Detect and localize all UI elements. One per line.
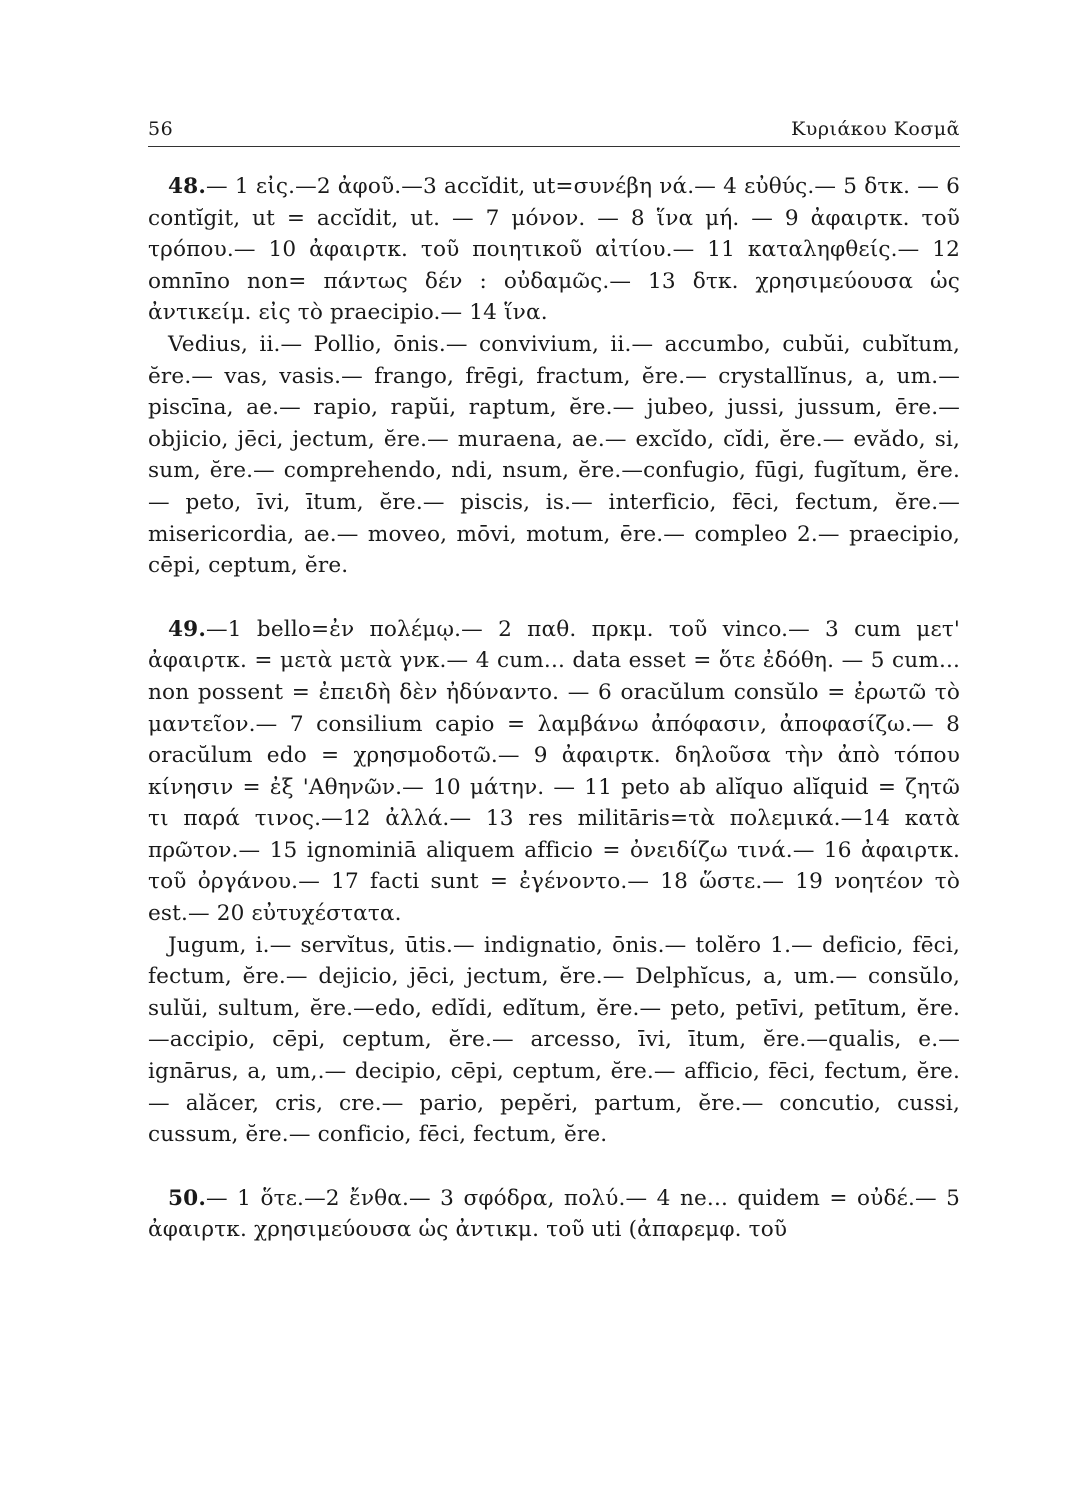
page-number: 56 (148, 118, 174, 140)
section-divider (148, 582, 960, 614)
section-notes-text: — 1 εἰς.—2 ἀφοῦ.—3 accĭdit, ut=συνέβη νά.— 4 εὐθύς.— 5 δτκ. — 6 contĭgit, ut = accĭdit, ut. — 7 μόνον. — 8 ἵνα μή. — 9 ἀφαιρτκ. τοῦ τρόπου.— 10 ἀφαιρτκ. τοῦ ποιητικοῦ αἰτίου.— 11 καταληφθείς.— 12 omnīno non= πάντως δέν : οὐδαμῶς.— 13 δτκ. χρησιμεύουσα ὡς ἀντικείμ. εἰς τὸ praecipio.— 14 ἵνα. (148, 174, 960, 326)
page (148, 100, 960, 1246)
section-number: 49. (168, 616, 207, 642)
section-48-vocabulary: Vedius, ii.— Pollio, ōnis.— convivium, ii.— accumbo, cubŭi, cubĭtum, ĕre.— vas, vasis.— frango, frēgi, fractum, ĕre.— crystallĭnus, a, um.— piscīna, ae.— rapio, rapŭi, raptum, ĕre.— jubeo, jussi, jussum, ēre.— objicio, jēci, jectum, ĕre.— muraena, ae.— excĭdo, cĭdi, ĕre.— evădo, si, sum, ĕre.— comprehendo, ndi, nsum, ĕre.—confugio, fūgi, fugĭtum, ĕre.— peto, īvi, ītum, ĕre.— piscis, is.— interficio, fēci, fectum, ĕre.— misericordia, ae.— moveo, mōvi, motum, ēre.— compleo 2.— praecipio, cēpi, ceptum, ĕre. (148, 331, 960, 579)
page-header (148, 100, 960, 147)
section-48-notes (148, 171, 960, 329)
section-50-notes (148, 1183, 960, 1246)
section-number: 48. (168, 174, 207, 199)
section-49-vocabulary: Jugum, i.— servĭtus, ūtis.— indignatio, ōnis.— tolĕro 1.— deficio, fēci, fectum, ĕre.— dejicio, jēci, jectum, ĕre.— Delphĭcus, a, um.— consŭlo, sulŭi, sultum, ĕre.—edo, edĭdi, edĭtum, ĕre.— peto, petīvi, petītum, ĕre.—accipio, cēpi, ceptum, ĕre.— arcesso, īvi, ītum, ĕre.—qualis, e.— ignārus, a, um,.— decipio, cēpi, ceptum, ĕre.— afficio, fēci, fectum, ĕre.— alăcer, cris, cre.— pario, pepĕri, partum, ĕre.— concutio, cussi, cussum, ĕre.— conficio, fēci, fectum, ĕre. (148, 932, 960, 1148)
section-notes-text: —1 bello=ἐν πολέμῳ.— 2 παθ. πρκμ. τοῦ vinco.— 3 cum μετ' ἀφαιρτκ. = μετὰ μετὰ γνκ.— 4 cum... data esset = ὅτε ἐδόθη. — 5 cum... non possent = ἐπειδὴ δὲν ἠδύναντο. — 6 oracŭlum consŭlo = ἐρωτῶ τὸ μαντεῖον.— 7 consilium capio = λαμβάνω ἀπόφασιν, ἀποφασίζω.— 8 oracŭlum edo = χρησμοδοτῶ.— 9 ἀφαιρτκ. δηλοῦσα τὴν ἀπὸ τόπου κίνησιν = ἐξ 'Αθηνῶν.— 10 μάτην. — 11 peto ab alĭquo alĭquid = ζητῶ τι παρά τινος.—12 ἀλλά.— 13 res militāris=τὰ πολεμικά.—14 κατὰ πρῶτον.— 15 ignominiā aliquem afficio = ὀνειδίζω τινά.— 16 ἀφαιρτκ. τοῦ ὀργάνου.— 17 facti sunt = ἐγένοντο.— 18 ὥστε.— 19 νοητέον τὸ est.— 20 εὐτυχέστατα. (148, 616, 960, 927)
section-notes-text: — 1 ὅτε.—2 ἔνθα.— 3 σφόδρα, πολύ.— 4 ne... quidem = οὐδέ.— 5 ἀφαιρτκ. χρησιμεύουσα ὡς ἀντικμ. τοῦ uti (ἀπαρεμφ. τοῦ (148, 1185, 960, 1243)
section-49-notes (148, 614, 960, 930)
running-title: Κυριάκου Κοσμᾶ (791, 118, 960, 140)
page-body (148, 171, 960, 1246)
section-number: 50. (168, 1185, 207, 1211)
section-divider (148, 1151, 960, 1183)
